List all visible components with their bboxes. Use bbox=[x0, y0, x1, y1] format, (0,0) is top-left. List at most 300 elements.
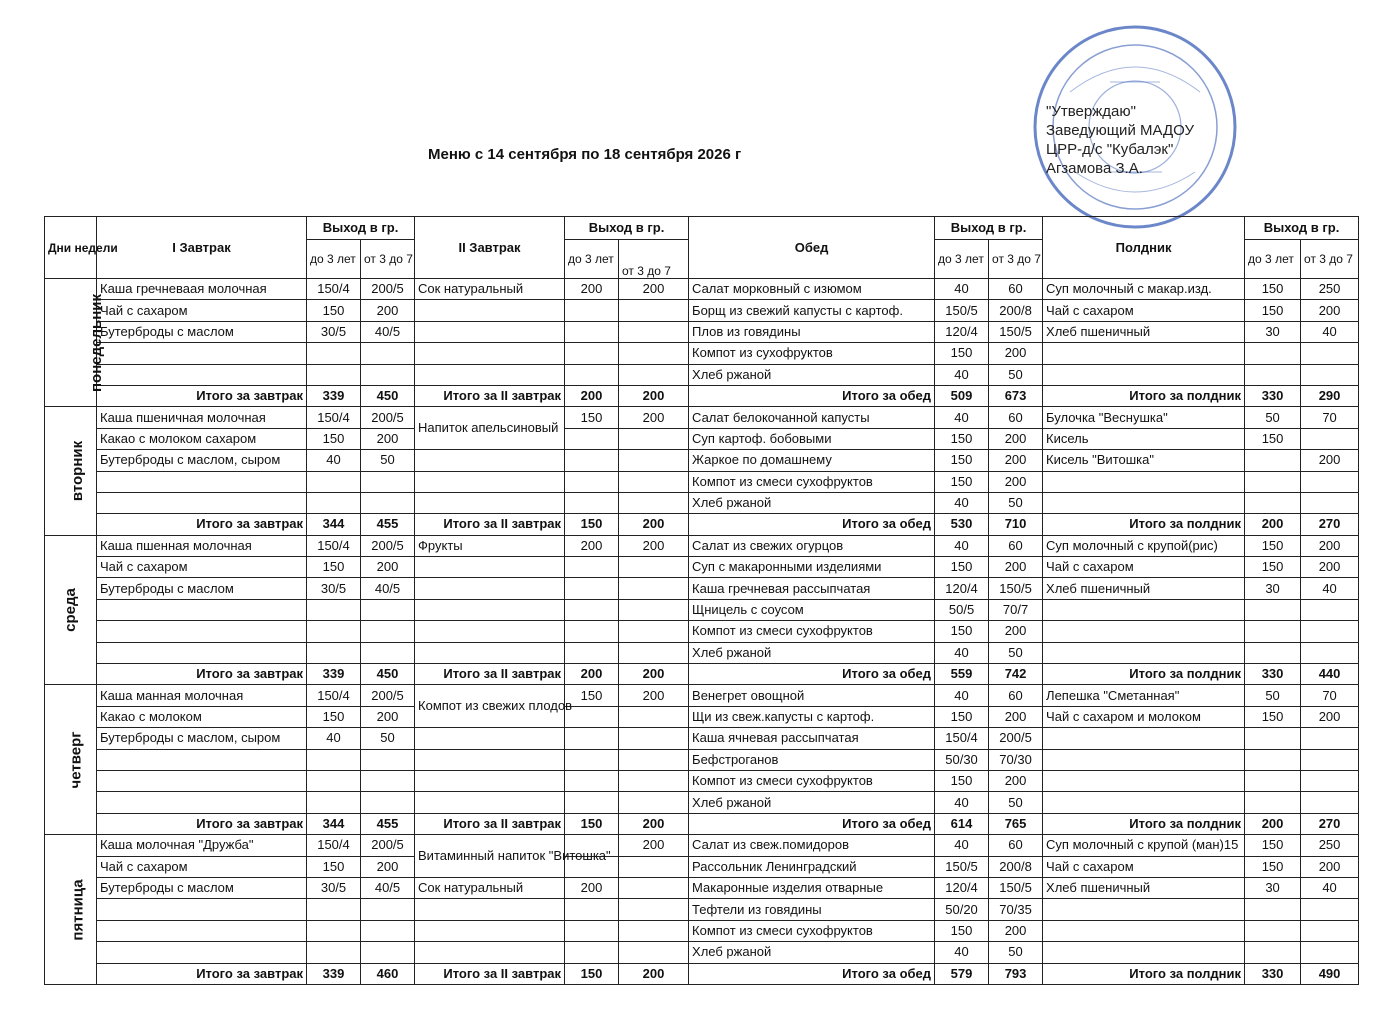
dish-name bbox=[97, 920, 307, 941]
total-row bbox=[45, 514, 1359, 535]
yield-to3 bbox=[1245, 920, 1301, 941]
header-from3to7: от 3 до 7 bbox=[361, 240, 415, 279]
yield-from3to7 bbox=[361, 364, 415, 385]
yield-to3: 50/30 bbox=[935, 749, 989, 770]
yield-from3to7 bbox=[1301, 621, 1359, 642]
yield-from3to7: 40/5 bbox=[361, 578, 415, 599]
yield-to3: 150 bbox=[1245, 557, 1301, 578]
yield-from3to7 bbox=[1301, 428, 1359, 449]
yield-to3: 150 bbox=[307, 856, 361, 877]
yield-from3to7 bbox=[1301, 942, 1359, 963]
yield-to3: 30 bbox=[1245, 578, 1301, 599]
dish-name: Хлеб ржаной bbox=[689, 364, 935, 385]
day-label: четверг bbox=[67, 731, 85, 789]
total-from3to7: 200 bbox=[619, 385, 689, 406]
total-to3: 330 bbox=[1245, 963, 1301, 984]
dish-name: Лепешка "Сметанная" bbox=[1043, 685, 1245, 706]
yield-to3 bbox=[307, 343, 361, 364]
yield-to3: 50 bbox=[1245, 407, 1301, 428]
day-label: понедельник bbox=[88, 293, 106, 392]
dish-name bbox=[97, 343, 307, 364]
header-breakfast2: II Завтрак bbox=[415, 217, 565, 279]
yield-to3: 150 bbox=[307, 706, 361, 727]
total-row bbox=[45, 963, 1359, 984]
dish-name: Чай с сахаром bbox=[1043, 557, 1245, 578]
yield-to3 bbox=[307, 599, 361, 620]
dish-name: Бутерброды с маслом, сыром bbox=[97, 728, 307, 749]
yield-to3: 150 bbox=[1245, 706, 1301, 727]
yield-to3 bbox=[1245, 492, 1301, 513]
yield-from3to7 bbox=[619, 728, 689, 749]
yield-from3to7: 200 bbox=[989, 920, 1043, 941]
menu-row bbox=[45, 407, 1359, 428]
yield-from3to7: 150/5 bbox=[989, 321, 1043, 342]
dish-name: Салат белокочанной капусты bbox=[689, 407, 935, 428]
menu-row bbox=[45, 642, 1359, 663]
total-to3: 559 bbox=[935, 664, 989, 685]
yield-from3to7 bbox=[1301, 920, 1359, 941]
dish-name: Салат морковный с изюмом bbox=[689, 279, 935, 300]
yield-to3: 30 bbox=[1245, 877, 1301, 898]
yield-to3: 150 bbox=[307, 300, 361, 321]
header-from3to7: от 3 до 7 bbox=[1301, 240, 1359, 279]
yield-to3: 40 bbox=[935, 535, 989, 556]
header-yield: Выход в гр. bbox=[935, 217, 1043, 240]
dish-name bbox=[415, 321, 565, 342]
total-from3to7: 450 bbox=[361, 385, 415, 406]
menu-row bbox=[45, 856, 1359, 877]
yield-from3to7: 200 bbox=[619, 835, 689, 856]
total-label: Итого за полдник bbox=[1043, 813, 1245, 834]
total-from3to7: 673 bbox=[989, 385, 1043, 406]
total-label: Итого за завтрак bbox=[97, 664, 307, 685]
dish-name: Хлеб пшеничный bbox=[1043, 321, 1245, 342]
menu-row bbox=[45, 321, 1359, 342]
dish-name bbox=[97, 621, 307, 642]
day-label: среда bbox=[61, 588, 79, 632]
yield-to3 bbox=[565, 300, 619, 321]
dish-name: Сок натуральный bbox=[415, 877, 565, 898]
yield-from3to7: 60 bbox=[989, 279, 1043, 300]
yield-to3: 150/4 bbox=[307, 535, 361, 556]
yield-from3to7: 200 bbox=[989, 450, 1043, 471]
yield-from3to7: 200/8 bbox=[989, 856, 1043, 877]
yield-from3to7: 200/5 bbox=[361, 407, 415, 428]
yield-from3to7: 200 bbox=[1301, 856, 1359, 877]
yield-to3 bbox=[565, 578, 619, 599]
menu-table bbox=[44, 216, 1359, 985]
header-lunch: Обед bbox=[689, 217, 935, 279]
header-yield: Выход в гр. bbox=[565, 217, 689, 240]
yield-to3: 150 bbox=[935, 557, 989, 578]
dish-name: Какао с молоком сахаром bbox=[97, 428, 307, 449]
total-to3: 200 bbox=[1245, 514, 1301, 535]
yield-from3to7: 70/7 bbox=[989, 599, 1043, 620]
dish-name: Кисель "Витошка" bbox=[1043, 450, 1245, 471]
total-label: Итого за II завтрак bbox=[415, 664, 565, 685]
yield-to3: 150 bbox=[1245, 279, 1301, 300]
yield-from3to7 bbox=[619, 321, 689, 342]
yield-from3to7 bbox=[619, 492, 689, 513]
yield-from3to7 bbox=[1301, 364, 1359, 385]
page-title: Меню с 14 сентября по 18 сентября 2026 г bbox=[428, 146, 742, 163]
yield-from3to7: 200 bbox=[989, 621, 1043, 642]
dish-name: Суп молочный с макар.изд. bbox=[1043, 279, 1245, 300]
yield-to3: 50 bbox=[1245, 685, 1301, 706]
yield-from3to7 bbox=[619, 856, 689, 877]
dish-name: Чай с сахаром bbox=[1043, 856, 1245, 877]
dish-name: Компот из смеси сухофруктов bbox=[689, 770, 935, 791]
yield-to3: 150 bbox=[935, 706, 989, 727]
total-label: Итого за обед bbox=[689, 963, 935, 984]
dish-name bbox=[415, 300, 565, 321]
header-yield: Выход в гр. bbox=[307, 217, 415, 240]
total-label: Итого за II завтрак bbox=[415, 963, 565, 984]
yield-to3 bbox=[565, 492, 619, 513]
dish-name bbox=[97, 749, 307, 770]
total-to3: 200 bbox=[565, 664, 619, 685]
yield-to3 bbox=[565, 343, 619, 364]
yield-to3 bbox=[307, 492, 361, 513]
yield-from3to7: 60 bbox=[989, 835, 1043, 856]
dish-name: Каша молочная "Дружба" bbox=[97, 835, 307, 856]
yield-from3to7: 200/5 bbox=[361, 535, 415, 556]
menu-row bbox=[45, 428, 1359, 449]
yield-to3: 150 bbox=[1245, 856, 1301, 877]
header-to3: до 3 лет bbox=[565, 240, 619, 279]
day-name bbox=[45, 685, 97, 835]
total-label: Итого за обед bbox=[689, 813, 935, 834]
yield-from3to7: 70/30 bbox=[989, 749, 1043, 770]
dish-name: Компот из смеси сухофруктов bbox=[689, 621, 935, 642]
dish-name bbox=[415, 942, 565, 963]
yield-from3to7 bbox=[361, 621, 415, 642]
yield-to3 bbox=[1245, 364, 1301, 385]
yield-to3 bbox=[307, 471, 361, 492]
yield-to3: 50/20 bbox=[935, 899, 989, 920]
dish-name bbox=[97, 792, 307, 813]
yield-from3to7 bbox=[1301, 749, 1359, 770]
total-to3: 344 bbox=[307, 813, 361, 834]
yield-to3: 120/4 bbox=[935, 321, 989, 342]
yield-to3 bbox=[565, 364, 619, 385]
yield-from3to7: 200 bbox=[1301, 300, 1359, 321]
yield-to3 bbox=[1245, 599, 1301, 620]
yield-from3to7 bbox=[1301, 492, 1359, 513]
yield-from3to7 bbox=[619, 557, 689, 578]
dish-name: Сок натуральный bbox=[415, 279, 565, 300]
dish-name bbox=[415, 364, 565, 385]
total-to3: 614 bbox=[935, 813, 989, 834]
header-yield: Выход в гр. bbox=[1245, 217, 1359, 240]
total-from3to7: 290 bbox=[1301, 385, 1359, 406]
yield-from3to7 bbox=[619, 621, 689, 642]
yield-from3to7: 200/5 bbox=[361, 279, 415, 300]
day-label: вторник bbox=[69, 440, 87, 502]
yield-to3: 150 bbox=[935, 343, 989, 364]
menu-row bbox=[45, 450, 1359, 471]
yield-from3to7 bbox=[619, 642, 689, 663]
dish-name: Хлеб ржаной bbox=[689, 492, 935, 513]
yield-to3 bbox=[565, 749, 619, 770]
total-to3: 200 bbox=[565, 385, 619, 406]
dish-name: Бутерброды с маслом, сыром bbox=[97, 450, 307, 471]
yield-from3to7: 40/5 bbox=[361, 877, 415, 898]
dish-name: Хлеб ржаной bbox=[689, 942, 935, 963]
yield-from3to7: 40 bbox=[1301, 877, 1359, 898]
total-to3: 339 bbox=[307, 664, 361, 685]
yield-from3to7 bbox=[361, 942, 415, 963]
dish-name: Каша гречневаая молочная bbox=[97, 279, 307, 300]
dish-name: Салат из свежих огурцов bbox=[689, 535, 935, 556]
total-to3: 150 bbox=[565, 514, 619, 535]
yield-from3to7 bbox=[619, 471, 689, 492]
total-to3: 344 bbox=[307, 514, 361, 535]
yield-to3: 40 bbox=[935, 364, 989, 385]
yield-from3to7 bbox=[619, 428, 689, 449]
total-to3: 339 bbox=[307, 385, 361, 406]
yield-from3to7: 40/5 bbox=[361, 321, 415, 342]
header-to3: до 3 лет bbox=[1245, 240, 1301, 279]
dish-name bbox=[415, 792, 565, 813]
total-label: Итого за обед bbox=[689, 385, 935, 406]
total-label: Итого за завтрак bbox=[97, 813, 307, 834]
yield-to3 bbox=[307, 792, 361, 813]
yield-from3to7 bbox=[619, 792, 689, 813]
yield-to3: 120/4 bbox=[935, 578, 989, 599]
dish-name: Кисель bbox=[1043, 428, 1245, 449]
dish-name: Суп картоф. бобовыми bbox=[689, 428, 935, 449]
yield-from3to7: 50 bbox=[989, 942, 1043, 963]
yield-to3: 150/5 bbox=[935, 856, 989, 877]
yield-to3 bbox=[307, 899, 361, 920]
dish-name: Макаронные изделия отварные bbox=[689, 877, 935, 898]
yield-to3: 40 bbox=[935, 492, 989, 513]
dish-name bbox=[1043, 792, 1245, 813]
total-from3to7: 270 bbox=[1301, 514, 1359, 535]
yield-from3to7: 200 bbox=[361, 300, 415, 321]
yield-from3to7: 200 bbox=[1301, 450, 1359, 471]
total-from3to7: 460 bbox=[361, 963, 415, 984]
yield-from3to7 bbox=[1301, 599, 1359, 620]
header-from3to7: от 3 до 7 bbox=[619, 240, 689, 279]
menu-row bbox=[45, 300, 1359, 321]
yield-to3 bbox=[307, 749, 361, 770]
dish-name: Рассольник Ленинградский bbox=[689, 856, 935, 877]
dish-name bbox=[1043, 471, 1245, 492]
yield-to3: 40 bbox=[935, 685, 989, 706]
dish-name: Щи из свеж.капусты с картоф. bbox=[689, 706, 935, 727]
total-to3: 330 bbox=[1245, 664, 1301, 685]
yield-from3to7: 200 bbox=[989, 557, 1043, 578]
menu-row bbox=[45, 749, 1359, 770]
dish-name: Плов из говядины bbox=[689, 321, 935, 342]
menu-row bbox=[45, 343, 1359, 364]
yield-to3: 150 bbox=[935, 621, 989, 642]
menu-row bbox=[45, 792, 1359, 813]
total-label: Итого за обед bbox=[689, 514, 935, 535]
header-to3: до 3 лет bbox=[935, 240, 989, 279]
yield-from3to7: 50 bbox=[989, 364, 1043, 385]
yield-from3to7: 200 bbox=[619, 279, 689, 300]
yield-to3 bbox=[1245, 770, 1301, 791]
yield-from3to7: 50 bbox=[989, 492, 1043, 513]
drink-name: Компот из свежих плодов bbox=[415, 685, 565, 728]
dish-name bbox=[415, 899, 565, 920]
header-from3to7: от 3 до 7 bbox=[989, 240, 1043, 279]
day-name bbox=[45, 279, 106, 407]
yield-from3to7 bbox=[361, 642, 415, 663]
yield-to3: 150 bbox=[935, 920, 989, 941]
dish-name bbox=[1043, 899, 1245, 920]
yield-from3to7: 200 bbox=[989, 428, 1043, 449]
yield-from3to7: 200 bbox=[619, 685, 689, 706]
yield-from3to7: 60 bbox=[989, 685, 1043, 706]
yield-to3: 150 bbox=[1245, 535, 1301, 556]
dish-name bbox=[415, 770, 565, 791]
total-row bbox=[45, 385, 1359, 406]
yield-from3to7 bbox=[619, 920, 689, 941]
dish-name bbox=[1043, 770, 1245, 791]
dish-name: Каша манная молочная bbox=[97, 685, 307, 706]
yield-from3to7 bbox=[361, 920, 415, 941]
dish-name bbox=[1043, 942, 1245, 963]
dish-name: Каша пшеничная молочная bbox=[97, 407, 307, 428]
yield-to3: 150/4 bbox=[935, 728, 989, 749]
yield-to3 bbox=[565, 792, 619, 813]
yield-to3 bbox=[565, 706, 619, 727]
menu-row bbox=[45, 920, 1359, 941]
yield-from3to7 bbox=[619, 450, 689, 471]
dish-name bbox=[415, 920, 565, 941]
dish-name: Хлеб ржаной bbox=[689, 642, 935, 663]
dish-name: Хлеб пшеничный bbox=[1043, 578, 1245, 599]
yield-to3 bbox=[1245, 450, 1301, 471]
yield-from3to7 bbox=[619, 706, 689, 727]
day-name bbox=[45, 835, 97, 985]
yield-from3to7: 200 bbox=[1301, 535, 1359, 556]
yield-from3to7: 40 bbox=[1301, 321, 1359, 342]
dish-name: Какао с молоком bbox=[97, 706, 307, 727]
yield-to3: 150 bbox=[935, 428, 989, 449]
yield-from3to7 bbox=[1301, 792, 1359, 813]
total-from3to7: 455 bbox=[361, 514, 415, 535]
yield-from3to7: 200/5 bbox=[989, 728, 1043, 749]
yield-from3to7 bbox=[361, 599, 415, 620]
dish-name bbox=[1043, 920, 1245, 941]
total-label: Итого за завтрак bbox=[97, 963, 307, 984]
menu-row bbox=[45, 770, 1359, 791]
yield-from3to7: 50 bbox=[361, 450, 415, 471]
yield-from3to7 bbox=[619, 749, 689, 770]
yield-to3: 30/5 bbox=[307, 578, 361, 599]
yield-to3 bbox=[1245, 792, 1301, 813]
menu-row bbox=[45, 685, 1359, 706]
yield-to3: 200 bbox=[565, 279, 619, 300]
approval-line: ЦРР-д/с "Кубалэк" bbox=[1046, 141, 1174, 158]
yield-to3: 40 bbox=[935, 942, 989, 963]
dish-name bbox=[415, 621, 565, 642]
yield-from3to7: 200 bbox=[619, 407, 689, 428]
yield-from3to7: 150/5 bbox=[989, 877, 1043, 898]
total-from3to7: 450 bbox=[361, 664, 415, 685]
dish-name: Хлеб ржаной bbox=[689, 792, 935, 813]
yield-from3to7: 200 bbox=[1301, 706, 1359, 727]
dish-name: Хлеб пшеничный bbox=[1043, 877, 1245, 898]
day-label: пятница bbox=[69, 878, 87, 941]
yield-from3to7 bbox=[619, 364, 689, 385]
dish-name bbox=[97, 492, 307, 513]
yield-to3: 150/4 bbox=[307, 279, 361, 300]
yield-from3to7: 200 bbox=[619, 535, 689, 556]
yield-from3to7: 200 bbox=[989, 706, 1043, 727]
total-from3to7: 200 bbox=[619, 514, 689, 535]
menu-row bbox=[45, 706, 1359, 727]
yield-from3to7: 200 bbox=[361, 557, 415, 578]
yield-to3 bbox=[307, 642, 361, 663]
dish-name: Суп молочный с крупой(рис) bbox=[1043, 535, 1245, 556]
yield-from3to7: 60 bbox=[989, 407, 1043, 428]
dish-name: Жаркое по домашнему bbox=[689, 450, 935, 471]
dish-name: Венегрет овощной bbox=[689, 685, 935, 706]
dish-name bbox=[1043, 492, 1245, 513]
menu-row bbox=[45, 899, 1359, 920]
yield-to3: 150 bbox=[307, 557, 361, 578]
total-from3to7: 270 bbox=[1301, 813, 1359, 834]
yield-from3to7: 250 bbox=[1301, 835, 1359, 856]
yield-to3 bbox=[565, 450, 619, 471]
total-label: Итого за II завтрак bbox=[415, 514, 565, 535]
yield-to3: 150/4 bbox=[307, 407, 361, 428]
yield-to3: 40 bbox=[935, 642, 989, 663]
header-days: Дни недели bbox=[45, 217, 97, 279]
dish-name bbox=[97, 364, 307, 385]
yield-from3to7 bbox=[619, 300, 689, 321]
dish-name bbox=[415, 749, 565, 770]
yield-from3to7: 200/5 bbox=[361, 685, 415, 706]
yield-to3: 150/5 bbox=[935, 300, 989, 321]
dish-name: Щницель с соусом bbox=[689, 599, 935, 620]
day-name bbox=[45, 407, 97, 535]
dish-name bbox=[415, 471, 565, 492]
yield-to3: 200 bbox=[565, 877, 619, 898]
yield-from3to7: 200/5 bbox=[361, 835, 415, 856]
total-from3to7: 710 bbox=[989, 514, 1043, 535]
yield-to3 bbox=[1245, 471, 1301, 492]
total-label: Итого за полдник bbox=[1043, 514, 1245, 535]
dish-name: Чай с сахаром bbox=[97, 300, 307, 321]
total-label: Итого за II завтрак bbox=[415, 813, 565, 834]
yield-to3 bbox=[307, 920, 361, 941]
dish-name: Бефстроганов bbox=[689, 749, 935, 770]
approval-line: "Утверждаю" bbox=[1046, 103, 1136, 120]
dish-name bbox=[1043, 599, 1245, 620]
dish-name: Каша пшенная молочная bbox=[97, 535, 307, 556]
approval-line: Заведующий МАДОУ bbox=[1046, 122, 1195, 139]
yield-from3to7 bbox=[1301, 343, 1359, 364]
dish-name: Булочка "Веснушка" bbox=[1043, 407, 1245, 428]
dish-name: Бутерброды с маслом bbox=[97, 877, 307, 898]
yield-to3: 150 bbox=[1245, 428, 1301, 449]
total-from3to7: 765 bbox=[989, 813, 1043, 834]
yield-to3 bbox=[1245, 899, 1301, 920]
yield-to3 bbox=[307, 364, 361, 385]
day-name bbox=[45, 535, 97, 685]
yield-to3: 40 bbox=[935, 279, 989, 300]
yield-to3 bbox=[307, 942, 361, 963]
yield-to3: 150/4 bbox=[307, 685, 361, 706]
dish-name bbox=[97, 770, 307, 791]
